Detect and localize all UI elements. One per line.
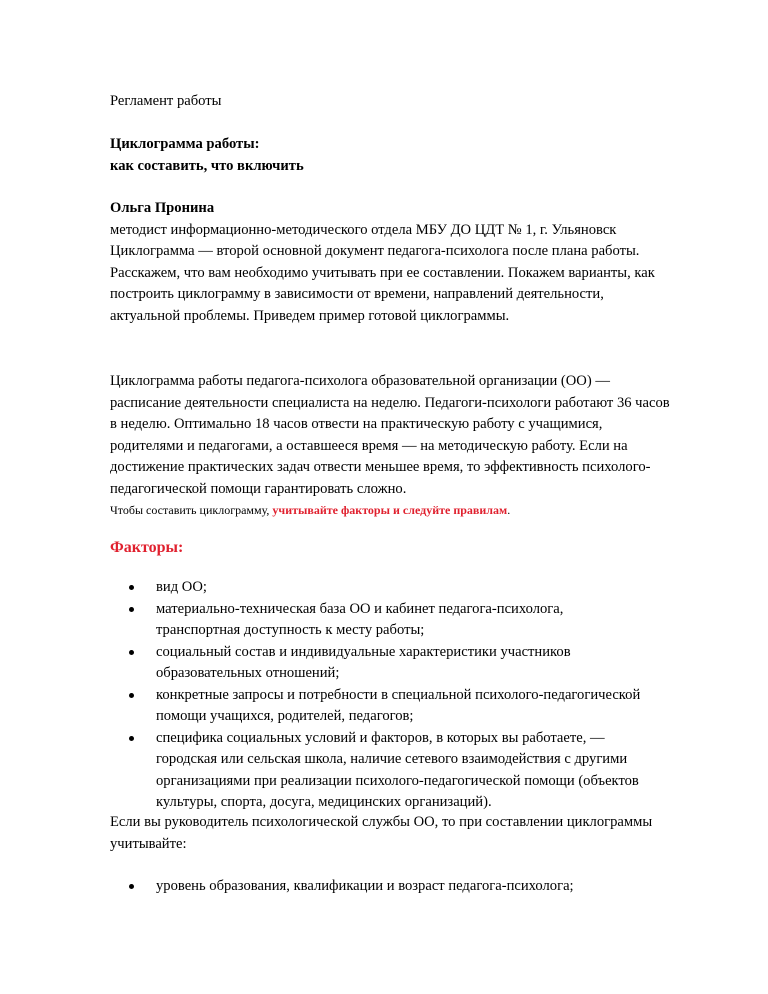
lead-paragraph: Циклограмма — второй основной документ педагога-психолога после плана работы. Расскажем, что вам необходимо учитывать при ее составлении. Покажем варианты, как построить циклограмму в зависимости от времени, направлений деятельности, актуальной проблемы. Приведем пример готовой циклограммы. [110, 243, 655, 324]
rules-note-end: . [507, 503, 511, 517]
body-paragraph: Циклограмма работы педагога-психолога образовательной организации (ОО) — расписание деятельности специалиста на неделю. Педагоги-психологи работают 36 часов в неделю. Оптимально 18 часов отвести на практическую работу с учащимися, родителями и педагогами, а оставшееся время — на методическую работу. Если на достижение практических задач отвести меньшее время, то эффективность психолого-педагогической помощи гарантировать сложно. [110, 373, 670, 497]
head-of-service-intro: Если вы руководитель психологической службы ОО, то при составлении циклограммы учитывайте: [110, 814, 653, 852]
bullet-icon [129, 736, 134, 741]
bullet-icon [129, 884, 134, 889]
list-item-text: вид ОО; [156, 579, 207, 595]
article-title [110, 134, 670, 177]
list-item-text: уровень образования, квалификации и возраст педагога-психолога; [156, 878, 574, 894]
bullet-icon [129, 693, 134, 698]
rules-note-text: Чтобы составить циклограмму, [110, 503, 273, 517]
article-title-line-2: как составить, что включить [110, 157, 304, 174]
article-title-line-1: Циклограмма работы: [110, 136, 260, 152]
list-item [110, 728, 650, 814]
author-block [110, 198, 670, 241]
rubric-label: Регламент работы [110, 93, 222, 109]
list-item-text: социальный состав и индивидуальные характеристики участников образовательных отношений; [156, 643, 571, 681]
bullet-icon [129, 585, 134, 590]
author-name: Ольга Пронина [110, 200, 215, 216]
rules-note-highlight: учитывайте факторы и следуйте правилам [272, 503, 508, 517]
list-item-text: специфика социальных условий и факторов, в которых вы работаете, — городская или сельская школа, наличие сетевого взаимодействия с другими организациями при реализации психолого-педагогической помощи (объектов культуры, спорта, досуга, медицинских организаций). [156, 729, 639, 810]
bullet-icon [129, 650, 134, 655]
factors-list [110, 577, 650, 814]
list-item-text: конкретные запросы и потребности в специальной психолого-педагогической помощи учащихся, родителей, педагогов; [156, 686, 641, 724]
list-item [110, 642, 650, 685]
author-position: методист информационно-методического отдела МБУ ДО ЦДТ № 1, г. Ульяновск [110, 221, 617, 238]
list-item [110, 876, 650, 898]
list-item-text: материально-техническая база ОО и кабинет педагога-психолога, транспортная доступность к месту работы; [156, 600, 564, 638]
head-of-service-list [110, 876, 650, 898]
factors-heading: Факторы: [110, 539, 184, 556]
rules-note [110, 500, 670, 522]
bullet-icon [129, 607, 134, 612]
list-item [110, 577, 650, 599]
list-item [110, 685, 650, 728]
list-item [110, 599, 650, 642]
